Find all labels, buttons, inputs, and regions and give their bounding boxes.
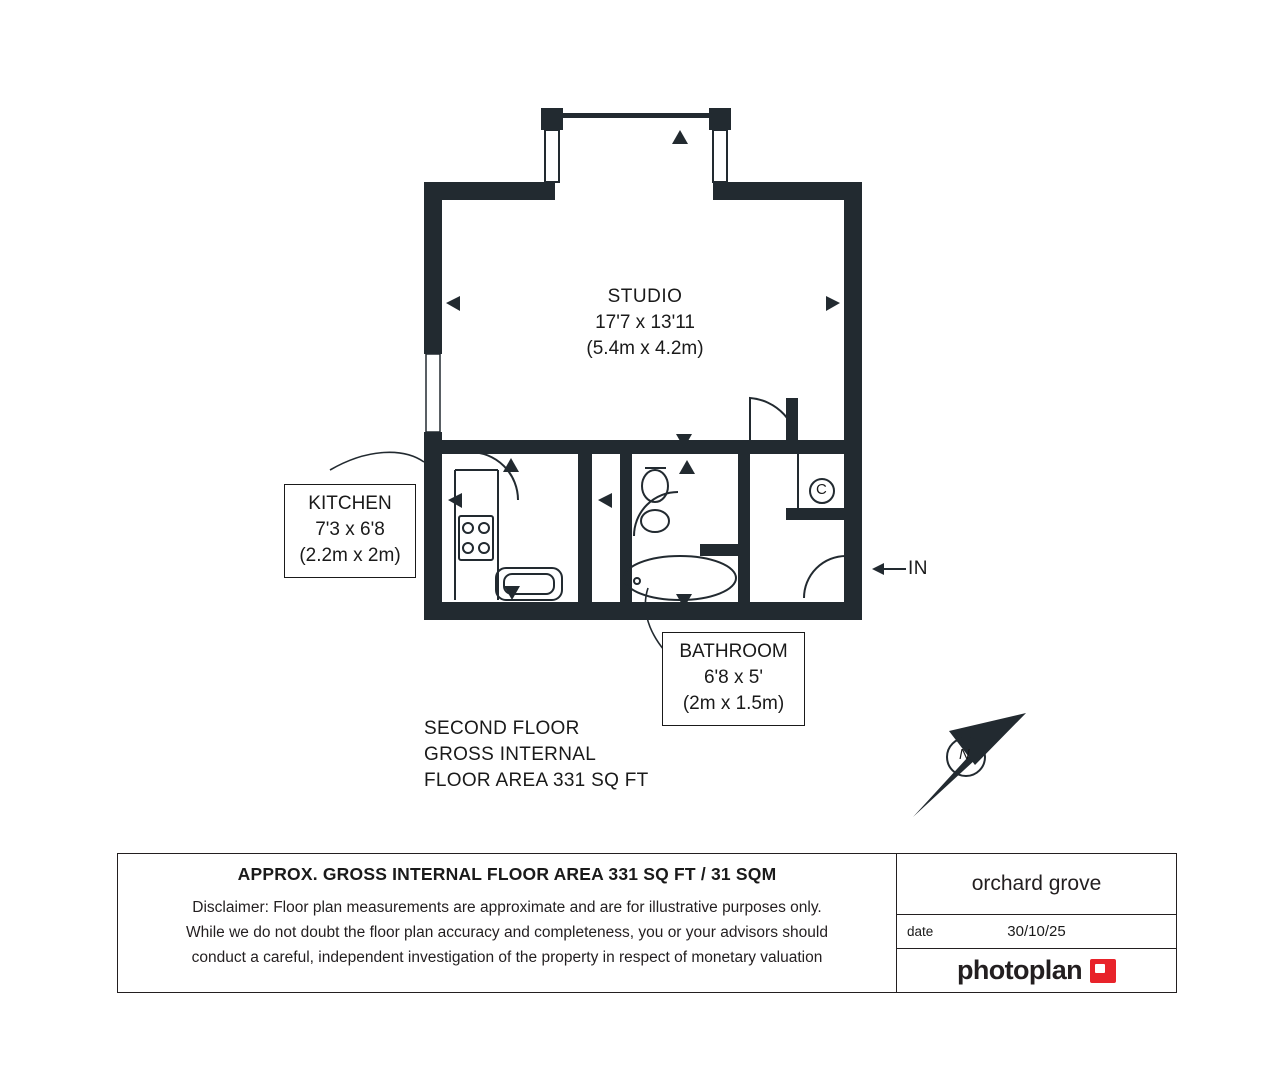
disclaimer-line-2: While we do not doubt the floor plan accuracy and completeness, you or your advisors should <box>186 924 828 941</box>
area-note-line-3: FLOOR AREA 331 SQ FT <box>424 770 649 791</box>
bathroom-dims-imperial: 6'8 x 5' <box>703 667 763 688</box>
opening-arrows <box>446 130 840 608</box>
info-panel <box>117 853 1177 993</box>
date-row <box>897 915 1176 949</box>
property-name: orchard grove <box>897 854 1176 915</box>
fixtures <box>455 468 736 600</box>
date-value: 30/10/25 <box>1007 923 1066 940</box>
kitchen-dims-metric: (2.2m x 2m) <box>299 545 401 566</box>
info-panel-right <box>897 854 1176 992</box>
floor-area-note <box>424 716 649 794</box>
room-label-studio <box>520 284 770 362</box>
entrance-arrow <box>872 563 906 575</box>
room-label-kitchen <box>284 484 416 578</box>
room-label-bathroom <box>662 632 805 726</box>
gross-area-title: APPROX. GROSS INTERNAL FLOOR AREA 331 SQ FT / 31 SQM <box>237 864 777 884</box>
compass-rose <box>913 713 1026 817</box>
date-label: date <box>907 924 934 939</box>
kitchen-dims-imperial: 7'3 x 6'8 <box>315 519 385 540</box>
photoplan-logo <box>897 949 1176 992</box>
studio-dims-metric: (5.4m x 4.2m) <box>586 338 704 359</box>
info-panel-left <box>118 854 897 992</box>
photoplan-mark-icon <box>1090 959 1116 983</box>
entrance-label: IN <box>908 558 928 579</box>
studio-name: STUDIO <box>607 286 683 307</box>
area-note-line-2: GROSS INTERNAL <box>424 744 597 765</box>
cupboard-label: C <box>816 481 827 498</box>
area-note-line-1: SECOND FLOOR <box>424 718 580 739</box>
walls <box>424 108 862 620</box>
disclaimer-line-3: conduct a careful, independent investigation of the property in respect of monetary valuation <box>191 949 823 966</box>
brand-wordmark: photoplan <box>956 955 1083 985</box>
bathroom-name: BATHROOM <box>679 641 788 662</box>
studio-dims-imperial: 17'7 x 13'11 <box>595 312 695 333</box>
kitchen-name: KITCHEN <box>308 493 392 514</box>
bathroom-dims-metric: (2m x 1.5m) <box>682 693 785 714</box>
compass-north-label: N <box>959 746 970 763</box>
disclaimer-line-1: Disclaimer: Floor plan measurements are approximate and are for illustrative purposes only. <box>192 899 822 916</box>
